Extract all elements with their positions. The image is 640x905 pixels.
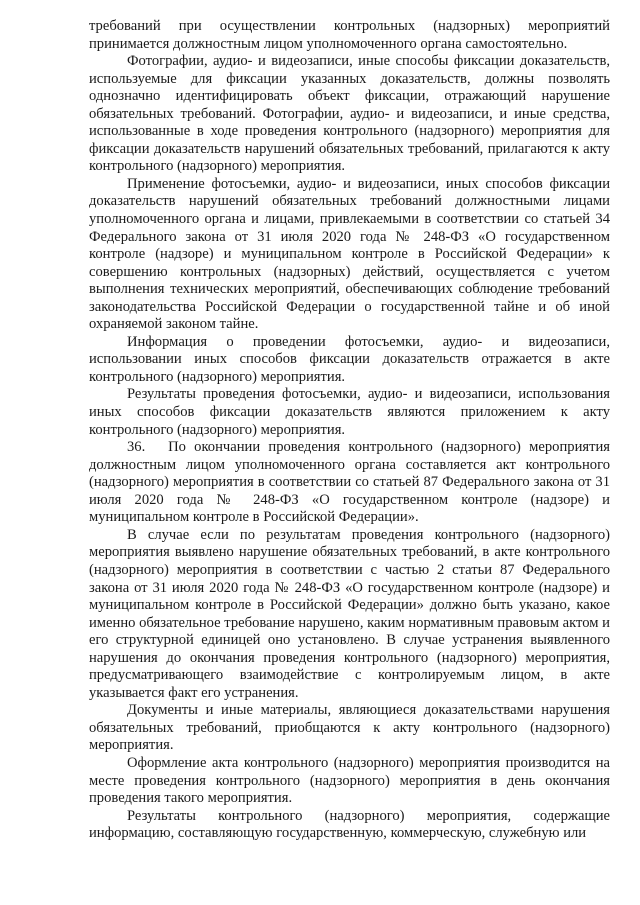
paragraph-continuation: требований при осуществлении контрольных (надзорных) мероприятий принимается должностным лицом уполномоченного органа самостоятельно.	[89, 18, 610, 52]
document-page	[89, 18, 610, 843]
paragraph-evidence-documents: Документы и иные материалы, являющиеся доказательствами нарушения обязательных требований, приобщаются к акту контрольного (надзорного) мероприятия.	[89, 702, 610, 754]
paragraph-act-preparation: Оформление акта контрольного (надзорного) мероприятия производится на месте проведения контрольного (надзорного) мероприятия в день окончания проведения такого мероприятия.	[89, 754, 610, 807]
paragraph-secret-info: Результаты контрольного (надзорного) мероприятия, содержащие информацию, составляющую государственную, коммерческую, служебную или	[89, 807, 610, 842]
paragraph-recording-info: Информация о проведении фотосъемки, аудио- и видеозаписи, использовании иных способов фиксации доказательств отражается в акте контрольного (надзорного) мероприятия.	[89, 333, 610, 385]
paragraph-item-36: 36. По окончании проведения контрольного (надзорного) мероприятия должностным лицом уполномоченного органа составляется акт контрольного (надзорного) мероприятия в соответствии со статьей 87 Федерального закона от 31 июля 2020 года № 248-ФЗ «О государственном контроле (надзоре) и муниципальном контроле в Российской Федерации».	[89, 439, 610, 526]
paragraph-photo-evidence: Фотографии, аудио- и видеозаписи, иные способы фиксации доказательств, используемые для фиксации указанных доказательств, должны позволять однозначно идентифицировать объект фиксации, отражающий нарушение обязательных требований. Фотографии, аудио- и видеозаписи, и иные средства, использованные в ходе проведения контрольного (надзорного) мероприятия для фиксации доказательств нарушений обязательных требований, прилагаются к акту контрольного (надзорного) мероприятия.	[89, 53, 610, 175]
paragraph-violation-detected: В случае если по результатам проведения контрольного (надзорного) мероприятия выявлено нарушение обязательных требований, в акте контрольного (надзорного) мероприятия в соответствии с частью 2 статьи 87 Федерального закона от 31 июля 2020 года № 248-ФЗ «О государственном контроле (надзоре) и муниципальном контроле в Российской Федерации» должно быть указано, какое именно обязательное требование нарушено, каким нормативным правовым актом и его структурной единицей оно установлено. В случае устранения выявленного нарушения до окончания проведения контрольного (надзорного) мероприятия, предусматривающего взаимодействие с контролируемым лицом, в акте указывается факт его устранения.	[89, 526, 610, 701]
paragraph-recording-results: Результаты проведения фотосъемки, аудио- и видеозаписи, использования иных способов фиксации доказательств являются приложением к акту контрольного (надзорного) мероприятия.	[89, 386, 610, 438]
paragraph-recording-use: Применение фотосъемки, аудио- и видеозаписи, иных способов фиксации доказательств нарушений обязательных требований должностными лицами уполномоченного органа и лицами, привлекаемыми в соответствии со статьей 34 Федерального закона от 31 июля 2020 года № 248-ФЗ «О государственном контроле (надзоре) и муниципальном контроле в Российской Федерации» к совершению контрольных (надзорных) действий, осуществляется с учетом выполнения технических мероприятий, обеспечивающих соблюдение требований законодательства Российской Федерации о государственной тайне и об иной охраняемой законом тайне.	[89, 175, 610, 333]
